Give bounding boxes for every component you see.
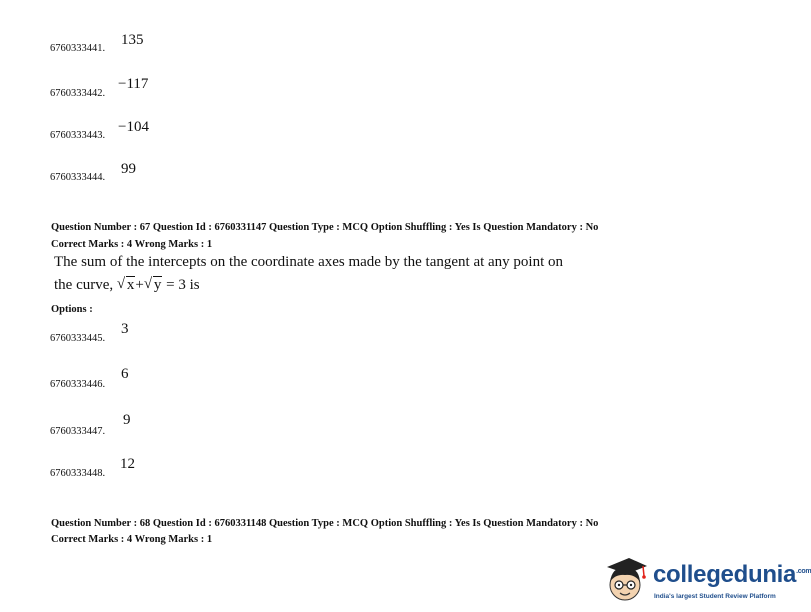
option-id: 6760333444.: [50, 172, 106, 183]
question-text-suffix: is: [189, 277, 200, 293]
brand-name: [653, 561, 811, 589]
option-id: 6760333447.: [50, 426, 106, 437]
option-value: 3: [121, 321, 129, 337]
sqrt-x-operand: x: [126, 277, 135, 293]
collegedunia-logo: [603, 555, 811, 610]
radical-sign-icon: √: [143, 276, 153, 292]
option-value: −117: [118, 76, 149, 92]
plus-sign: +: [135, 277, 144, 293]
brand-dotcom: .com: [796, 568, 811, 575]
option-id: 6760333443.: [50, 130, 106, 141]
options-label: Options :: [51, 304, 93, 315]
sqrt-y-expression: [144, 277, 163, 294]
question-67-header: Question Number : 67 Question Id : 6760331147 Question Type : MCQ Option Shuffling : Yes Is Question Mandatory : No: [51, 222, 599, 233]
option-value: 12: [120, 456, 135, 472]
student-mascot-icon: [603, 555, 649, 607]
brand-tagline: India's largest Student Review Platform: [654, 593, 776, 600]
question-text-prefix: the curve,: [54, 277, 114, 293]
option-id: 6760333448.: [50, 468, 106, 479]
brand-text: collegedunia: [653, 561, 797, 588]
radical-sign-icon: √: [116, 276, 126, 292]
question-68-marks: Correct Marks : 4 Wrong Marks : 1: [51, 534, 213, 545]
option-value: 135: [121, 32, 144, 48]
option-value: 99: [121, 161, 136, 177]
option-id: 6760333442.: [50, 88, 106, 99]
option-value: −104: [118, 119, 149, 135]
option-id: 6760333445.: [50, 333, 106, 344]
question-67-text-line2: [54, 277, 200, 294]
sqrt-x-expression: [117, 277, 136, 294]
option-id: 6760333446.: [50, 379, 106, 390]
question-67-marks: Correct Marks : 4 Wrong Marks : 1: [51, 239, 213, 250]
equals-three: = 3: [166, 277, 186, 293]
question-68-header: Question Number : 68 Question Id : 6760331148 Question Type : MCQ Option Shuffling : Yes Is Question Mandatory : No: [51, 518, 599, 529]
question-67-text-line1: The sum of the intercepts on the coordinate axes made by the tangent at any point on: [54, 254, 564, 270]
sqrt-y-operand: y: [153, 277, 162, 293]
option-value: 6: [121, 366, 129, 382]
option-value: 9: [123, 412, 131, 428]
option-id: 6760333441.: [50, 43, 106, 54]
